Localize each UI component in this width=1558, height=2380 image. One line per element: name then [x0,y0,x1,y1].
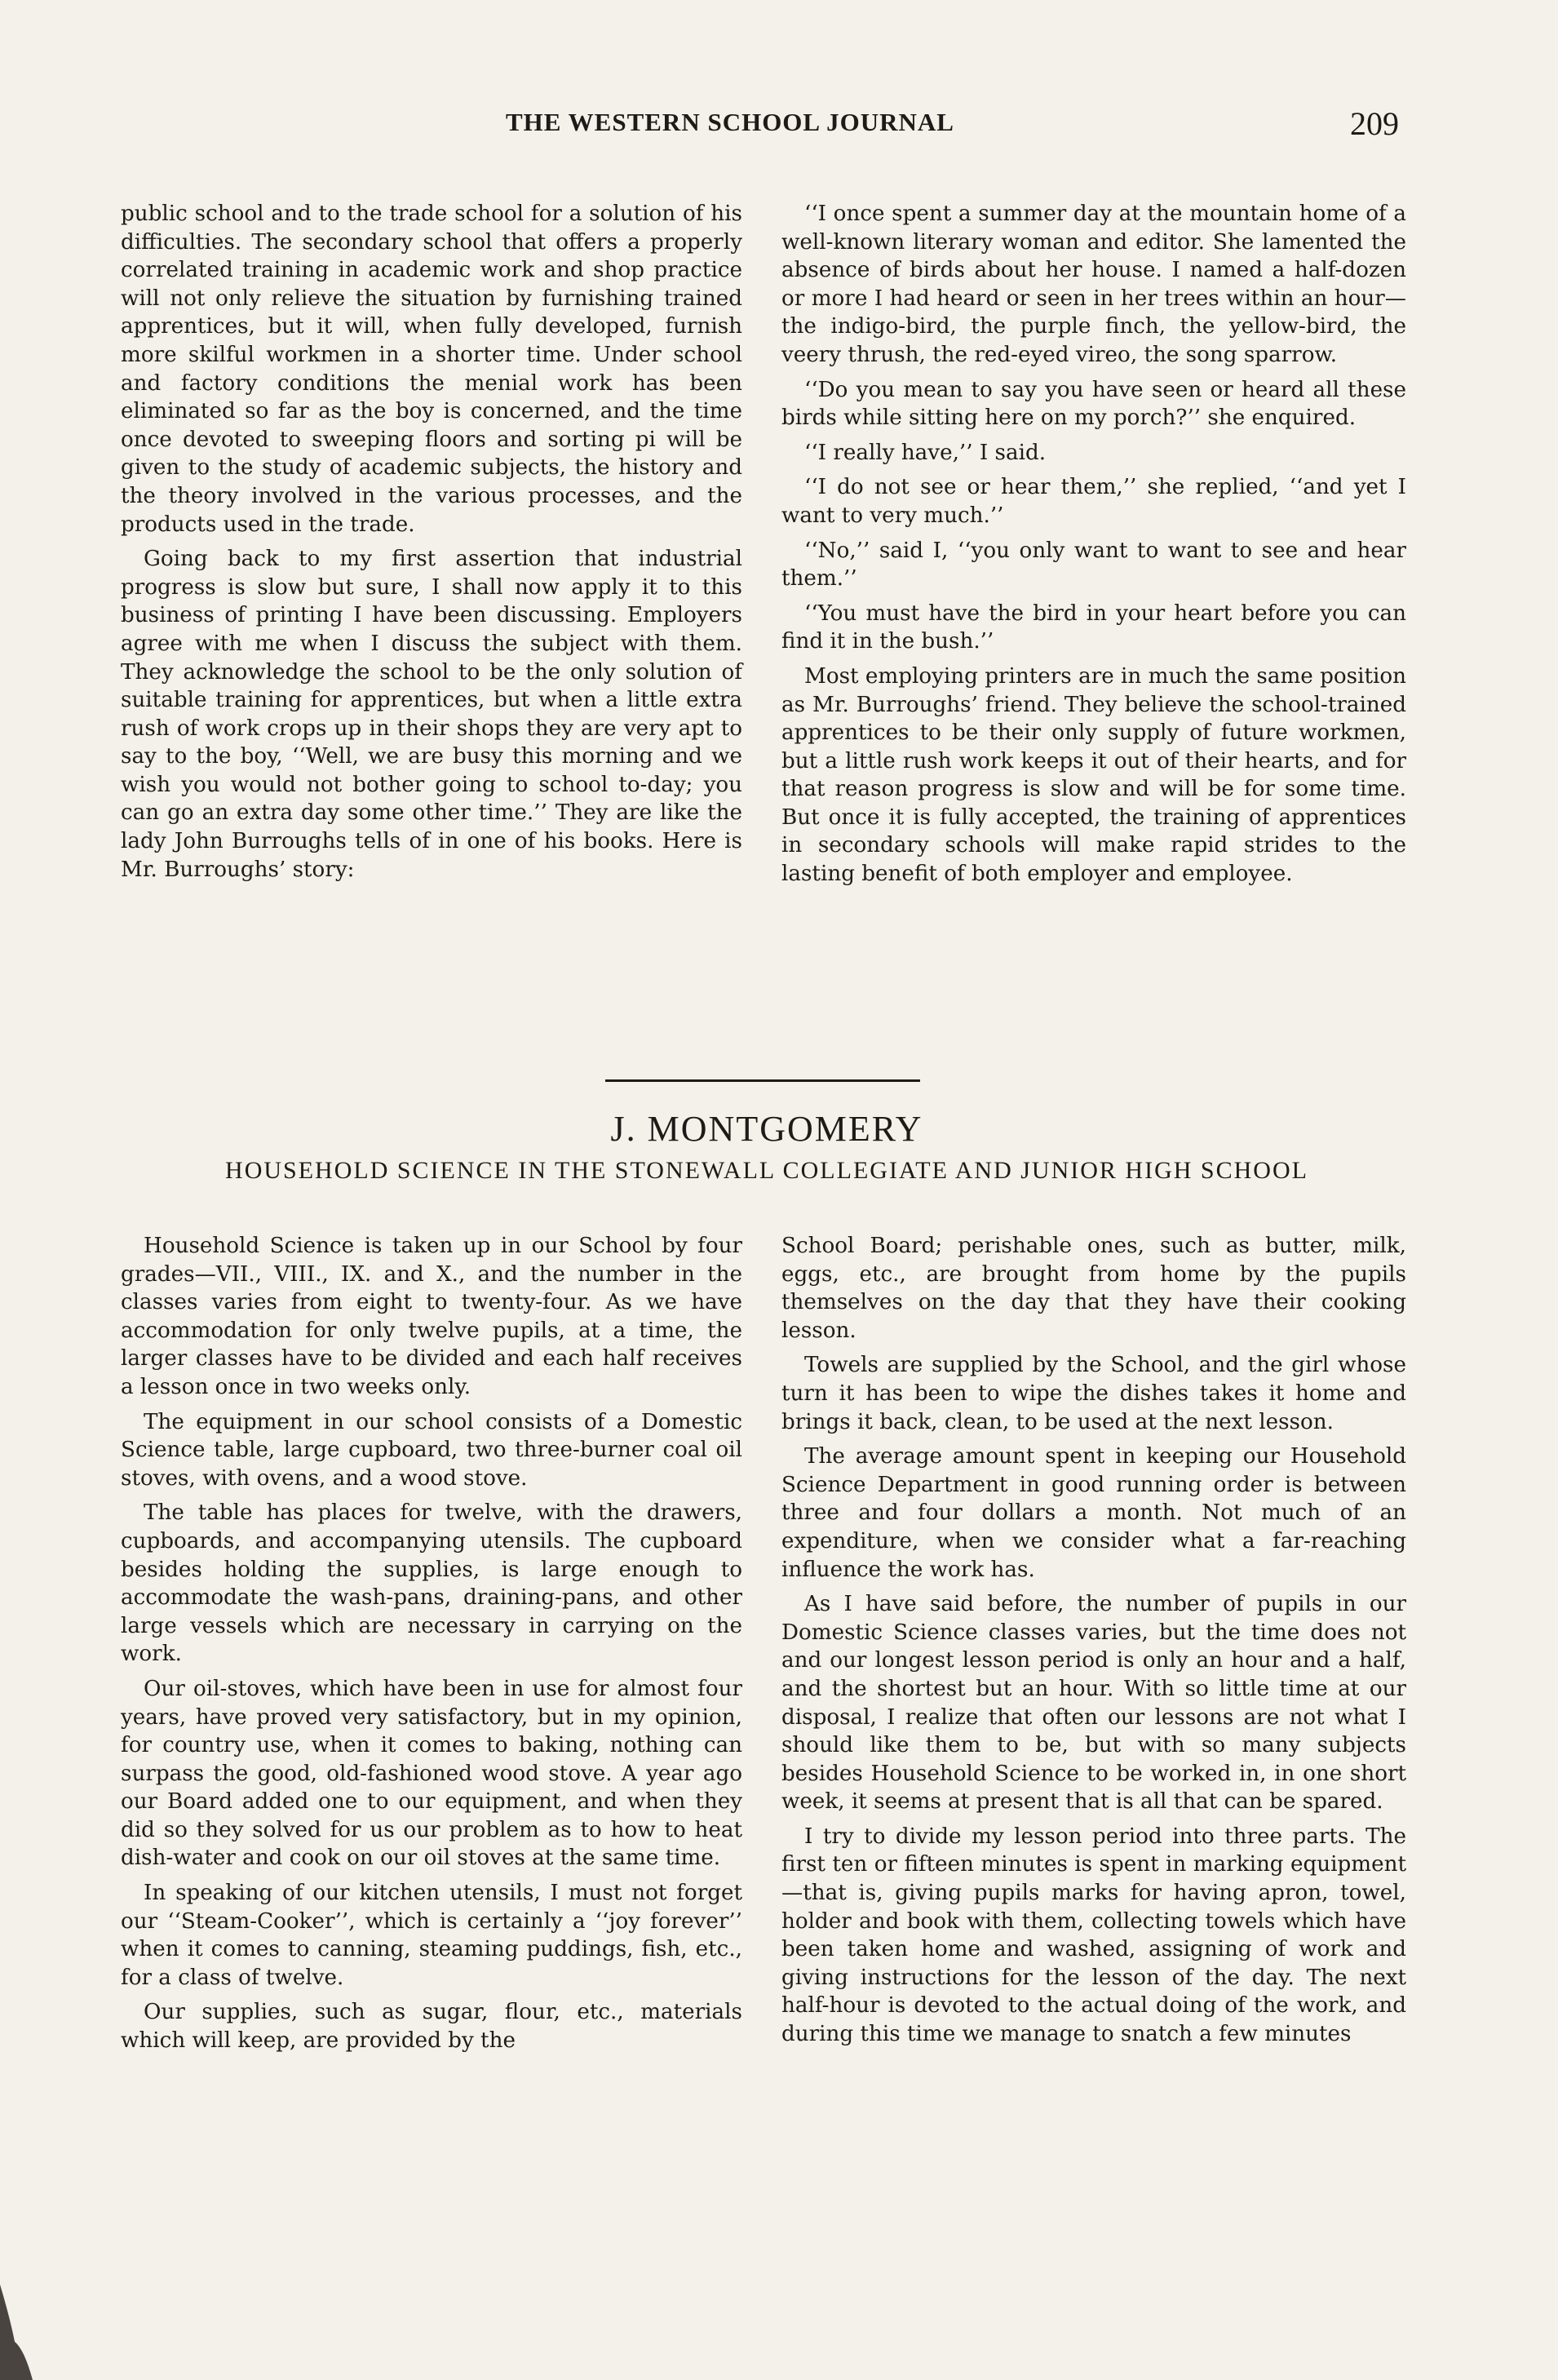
paragraph: Household Science is taken up in our School by four grades—VII., VIII., IX. and X., and the number in the classes varies from eight to twenty-four. As we have accommodation for only twelve pupils, at a time, the larger classes have to be divided and each half receives a lesson once in two weeks only. [121,1234,742,1399]
quote-paragraph: ‘‘I once spent a summer day at the mountain home of a well-known literary woman and editor. She lamented the absence of birds about her house. I named a half-dozen or more I had heard or seen in her trees within an hour—the indigo-bird, the purple finch, the yellow-bird, the veery thrush, the red-eyed vireo, the song sparrow. [781,202,1406,367]
article-left-column [121,1232,742,2062]
paragraph: Our supplies, such as sugar, flour, etc., materials which will keep, are provided by the [121,2000,742,2054]
upper-right-column [781,200,1406,895]
paragraph: School Board; perishable ones, such as butter, milk, eggs, etc., are brought from home by the pupils themselves on the day that they have their cooking lesson. [781,1234,1406,1343]
paragraph: I try to divide my lesson period into three parts. The first ten or fifteen minutes is spent in marking equipment—that is, giving pupils marks for having apron, towel, holder and book with them, collecting towels which have been taken home and washed, assigning of work and giving instructions for the lesson of the day. The next half-hour is devoted to the actual doing of the work, and during this time we manage to snatch a few minutes [781,1824,1406,2047]
scan-edge-mark [0,2252,57,2380]
paragraph: The table has places for twelve, with the drawers, cupboards, and accompanying utensils. The cupboard besides holding the supplies, is large enough to accommodate the wash-pans, draining-pans, and other large vessels which are necessary in carrying on the work. [121,1500,742,1667]
article-author: J. MONTGOMERY [610,1109,923,1149]
section-divider [605,1079,920,1082]
paragraph: Towels are supplied by the School, and the girl whose turn it has been to wipe the dishes takes it home and brings it back, clean, to be used at the next lesson. [781,1353,1406,1434]
paragraph: As I have said before, the number of pupils in our Domestic Science classes varies, but the time does not and our longest lesson period is only an hour and a half, and the shortest but an hour. With so little time at our disposal, I realize that often our lessons are not what I should like them to be, but with so many subjects besides Household Science to be worked in, in one short week, it seems at present that is all that can be spared. [781,1592,1406,1815]
article-right-column [781,1232,1406,2055]
page-number: 209 [1350,105,1399,142]
quote-paragraph: ‘‘Do you mean to say you have seen or heard all these birds while sitting here on my porch?’’ she enquired. [781,377,1406,431]
paragraph: In speaking of our kitchen utensils, I must not forget our ‘‘Steam-Cooker’’, which is certainly a ‘‘joy forever’’ when it comes to canning, steaming puddings, fish, etc., for a class of twelve. [121,1881,742,1990]
article-title: HOUSEHOLD SCIENCE IN THE STONEWALL COLLEGIATE AND JUNIOR HIGH SCHOOL [225,1157,1308,1184]
paragraph: Going back to my first assertion that industrial progress is slow but sure, I shall now apply it to this business of printing I have been discussing. Employers agree with me when I discuss the subject with them. They acknowledge the school to be the only solution of suitable training for apprentices, but when a little extra rush of work crops up in their shops they are very apt to say to the boy, ‘‘Well, we are busy this morning and we wish you would not bother going to school to-day; you can go an extra day some other time.’’ They are like the lady John Burroughs tells of in one of his books. Here is Mr. Burroughs’ story: [121,547,742,882]
paragraph: The equipment in our school consists of a Domestic Science table, large cupboard, two three-burner coal oil stoves, with ovens, and a wood stove. [121,1409,742,1491]
quote-paragraph: ‘‘No,’’ said I, ‘‘you only want to want to see and hear them.’’ [781,538,1406,592]
running-head: THE WESTERN SCHOOL JOURNAL [506,108,954,136]
paragraph: Most employing printers are in much the same position as Mr. Burroughs’ friend. They believe the school-trained apprentices to be their only supply of future workmen, but a little rush work keeps it out of their hearts, and for that reason progress is slow and will be for some time. But once it is fully accepted, the training of apprentices in secondary schools will make rapid strides to the lasting benefit of both employer and employee. [781,663,1406,887]
upper-left-column [121,200,742,890]
paragraph: public school and to the trade school for a solution of his difficulties. The secondary school that offers a properly correlated training in academic work and shop practice will not only relieve the situation by furnishing trained apprentices, but it will, when fully developed, furnish more skilful workmen in a shorter time. Under school and factory conditions the menial work has been eliminated so far as the boy is concerned, and the time once devoted to sweeping floors and sorting pi will be given to the study of academic subjects, the history and the theory involved in the various processes, and the products used in the trade. [121,202,742,537]
quote-paragraph: ‘‘I really have,’’ I said. [804,440,1047,465]
paragraph: Our oil-stoves, which have been in use for almost four years, have proved very satisfactory, but in my opinion, for country use, when it comes to baking, nothing can surpass the good, old-fashioned wood stove. A year ago our Board added one to our equipment, and when they did so they solved for us our problem as to how to heat dish-water and cook on our oil stoves at the same time. [121,1676,742,1871]
paragraph: The average amount spent in keeping our Household Science Department in good running order is between three and four dollars a month. Not much of an expenditure, when we consider what a far-reaching influence the work has. [781,1444,1406,1582]
quote-paragraph: ‘‘I do not see or hear them,’’ she replied, ‘‘and yet I want to very much.’’ [781,475,1406,528]
quote-paragraph: ‘‘You must have the bird in your heart before you can find it in the bush.’’ [781,601,1406,654]
